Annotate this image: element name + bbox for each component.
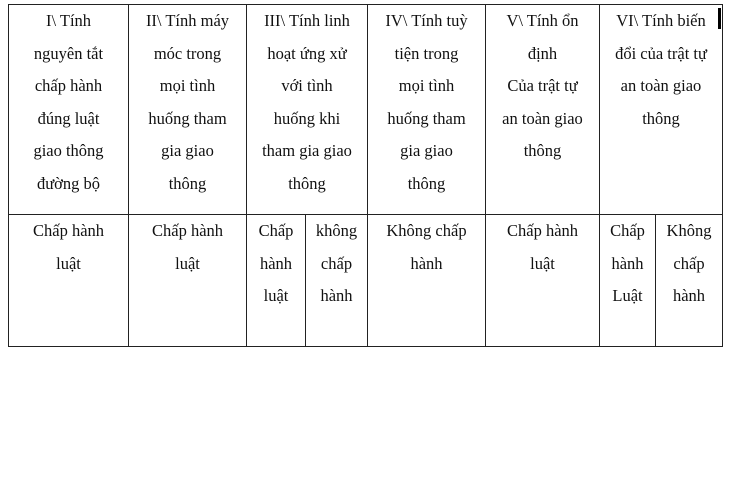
value-line: chấp [673, 253, 705, 273]
value-line: Chấp [610, 221, 645, 240]
value-cell [600, 215, 656, 347]
header-cell-1 [9, 5, 129, 215]
value-line: Chấp [258, 221, 294, 240]
value-line: luật [530, 253, 555, 273]
header-line: móc trong [153, 43, 222, 63]
header-line: thông [168, 173, 207, 193]
header-line: an toàn giao [502, 108, 583, 128]
header-line: thông [523, 141, 562, 160]
header-line: V\ Tính ổn [506, 11, 579, 30]
header-line: gia giao [400, 141, 453, 160]
value-line: Chấp hành [32, 221, 105, 240]
value-row [9, 215, 723, 347]
value-cell [368, 215, 486, 347]
header-line: hoạt ứng xử [267, 43, 347, 63]
header-line: định [527, 43, 558, 63]
header-cell-5 [486, 5, 600, 215]
header-line: huống tham [148, 108, 227, 128]
header-line: gia giao [161, 141, 214, 160]
header-line: mọi tình [159, 76, 216, 95]
header-line: VI\ Tính biến [616, 11, 706, 30]
header-line: IV\ Tính tuỳ [385, 11, 468, 30]
header-line: tham gia giao [262, 141, 352, 160]
value-line: hành [320, 286, 353, 305]
value-line: chấp [320, 253, 353, 273]
header-line: nguyên tắt [33, 43, 104, 63]
value-cell [9, 215, 129, 347]
header-line: Của trật tự [507, 76, 578, 95]
value-line: Không [666, 221, 712, 240]
header-line: đổi của trật tự [615, 43, 707, 63]
header-line: giao thông [33, 141, 104, 160]
value-line: Chấp hành [151, 221, 224, 240]
value-line: Luật [612, 286, 643, 305]
header-line: thông [407, 173, 446, 193]
header-line: huống tham [387, 108, 466, 128]
header-line: đường bộ [36, 173, 101, 193]
header-cell-3 [247, 5, 368, 215]
value-line: luật [56, 253, 81, 273]
value-line: luật [175, 253, 200, 273]
value-line: hành [672, 286, 706, 305]
header-line: chấp hành [34, 76, 103, 95]
header-row [9, 5, 723, 215]
header-line: tiện trong [394, 43, 459, 63]
header-line: thông [642, 108, 680, 128]
value-cell [129, 215, 247, 347]
value-line: hành [259, 253, 293, 273]
value-cell [656, 215, 723, 347]
value-cell [486, 215, 600, 347]
header-cell-4 [368, 5, 486, 215]
value-line: luật [263, 286, 289, 305]
value-cell [247, 215, 306, 347]
header-line: II\ Tính máy [145, 11, 230, 30]
text-cursor [718, 8, 721, 29]
header-line: đúng luật [37, 108, 100, 128]
value-line: hành [410, 253, 443, 273]
value-line: Chấp hành [506, 221, 579, 240]
header-line: an toàn giao [620, 76, 702, 95]
traffic-rules-table [8, 4, 723, 347]
header-cell-6 [600, 5, 723, 215]
header-line: huống khi [273, 108, 341, 128]
header-line: I\ Tính [45, 11, 92, 30]
header-line: thông [288, 173, 326, 193]
value-line: Không chấp [386, 221, 467, 240]
value-cell [306, 215, 368, 347]
header-line: III\ Tính linh [264, 11, 350, 30]
header-line: mọi tình [398, 76, 455, 95]
value-line: không [315, 221, 358, 240]
header-line: với tình [281, 76, 333, 95]
header-cell-2 [129, 5, 247, 215]
value-line: hành [611, 253, 644, 273]
